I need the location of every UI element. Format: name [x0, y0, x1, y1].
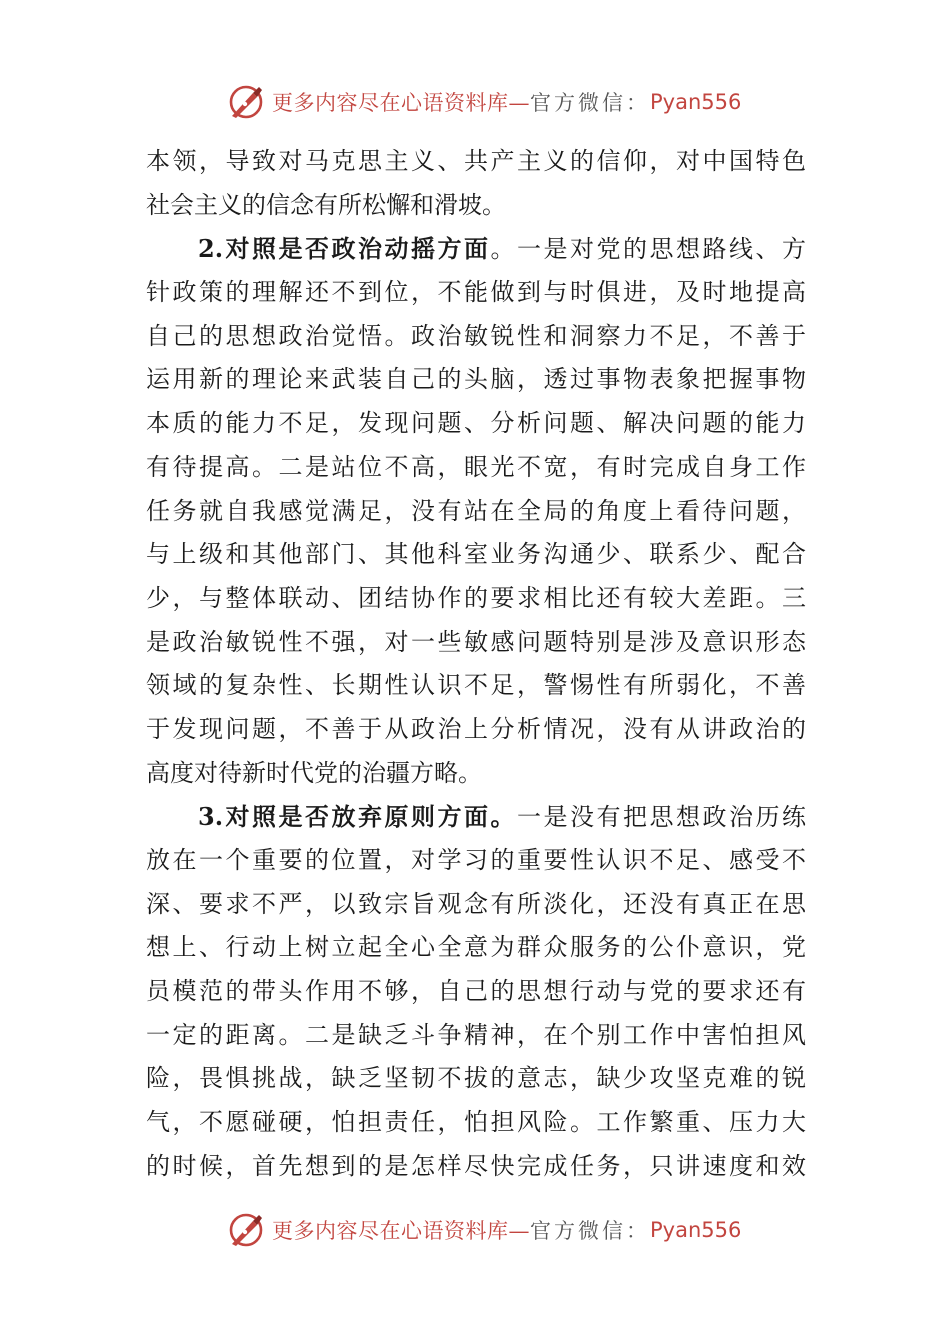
text-line: 本质的能力不足，发现问题、分析问题、解决问题的能力 [146, 409, 806, 438]
text-line: 领域的复杂性、长期性认识不足，警惕性有所弱化，不善 [146, 671, 806, 700]
text-line: 放在一个重要的位置，对学习的重要性认识不足、感受不 [146, 846, 806, 874]
watermark-wechat-label: 官方微信： [530, 1219, 650, 1243]
text-line: 任务就自我感觉满足，没有站在全局的角度上看待问题， [146, 496, 806, 525]
text-line: 的时候，首先想到的是怎样尽快完成任务，只讲速度和效 [146, 1151, 806, 1180]
text-line: 运用新的理论来武装自己的头脑，透过事物表象把握事物 [146, 365, 806, 394]
text-line: 于发现问题，不善于从政治上分析情况，没有从讲政治的 [146, 714, 806, 743]
text-line: 险，畏惧挑战，缺乏坚韧不拔的意志，缺少攻坚克难的锐 [146, 1064, 806, 1093]
watermark-slogan: 更多内容尽在心语资料库— [272, 91, 530, 115]
text-line: 是政治敏锐性不强，对一些敏感问题特别是涉及意识形态 [146, 627, 806, 656]
paragraph-first-line [146, 227, 806, 271]
watermark-slogan: 更多内容尽在心语资料库— [272, 1219, 530, 1243]
text-line: 想上、行动上树立起全心全意为群众服务的公仆意识，党 [146, 933, 806, 962]
text-line: 与上级和其他部门、其他科室业务沟通少、联系少、配合 [146, 540, 806, 569]
paragraph-first-line [146, 795, 806, 839]
footer-watermark [226, 1208, 746, 1252]
text-line: 社会主义的信念有所松懈和滑坡。 [146, 190, 506, 219]
pen-nib-logo-icon [226, 82, 266, 122]
heading-line-text: 一是没有把思想政治历练 [517, 803, 806, 832]
watermark-wechat-id: Pyan556 [650, 1218, 742, 1242]
text-line: 员模范的带头作用不够，自己的思想行动与党的要求还有 [146, 977, 806, 1006]
text-line: 一定的距离。二是缺乏斗争精神，在个别工作中害怕担风 [146, 1020, 806, 1049]
text-line: 本领，导致对马克思主义、共产主义的信仰，对中国特色 [146, 147, 806, 175]
section-heading: 3.对照是否放弃原则方面。 [198, 802, 518, 832]
text-line: 自己的思想政治觉悟。政治敏锐性和洞察力不足，不善于 [146, 321, 806, 350]
watermark-wechat-id: Pyan556 [650, 90, 742, 114]
heading-line-text: 。一是对党的思想路线、方 [490, 235, 806, 264]
text-line: 深、要求不严，以致宗旨观念有所淡化，还没有真正在思 [146, 889, 806, 918]
text-line: 少，与整体联动、团结协作的要求相比还有较大差距。三 [146, 583, 806, 612]
text-line: 针政策的理解还不到位，不能做到与时俱进，及时地提高 [146, 278, 806, 307]
watermark-wechat-label: 官方微信： [530, 91, 650, 115]
pen-nib-logo-icon [226, 1210, 266, 1250]
text-line: 有待提高。二是站位不高，眼光不宽，有时完成自身工作 [146, 452, 806, 481]
text-line: 高度对待新时代党的治疆方略。 [146, 758, 482, 787]
text-line: 气，不愿碰硬，怕担责任，怕担风险。工作繁重、压力大 [146, 1108, 806, 1137]
document-body [146, 140, 806, 1189]
header-watermark [226, 80, 746, 124]
section-heading: 2.对照是否政治动摇方面 [198, 234, 491, 264]
